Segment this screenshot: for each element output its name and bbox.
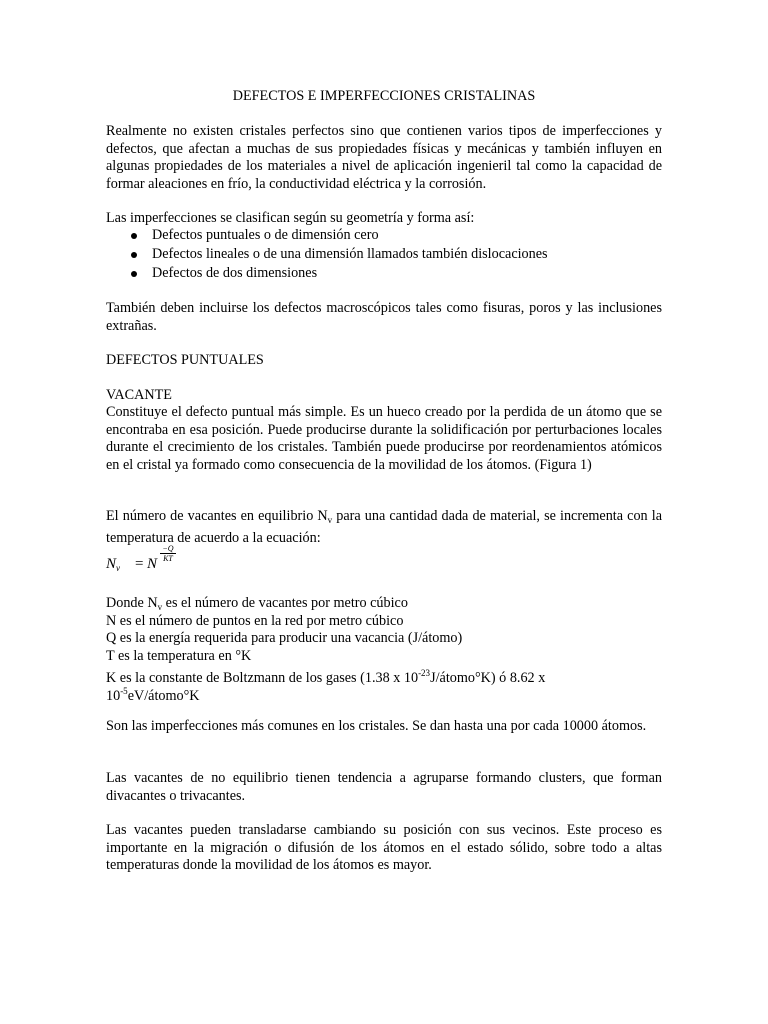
macroscopic-paragraph: También deben incluirse los defectos macroscópicos tales como fisuras, poros y las inclusiones extrañas. — [106, 300, 662, 334]
migration-paragraph: Las vacantes pueden transladarse cambiando su posición con sus vecinos. Este proceso es importante en la migración o difusión de los átomos en el estado sólido, sobre todo a altas temperaturas donde la movilidad de los átomos es mayor. — [106, 822, 662, 873]
definition-t: T es la temperatura en °K — [106, 647, 252, 664]
definitions-list — [106, 595, 662, 704]
document-title: DEFECTOS E IMPERFECCIONES CRISTALINAS — [232, 88, 536, 104]
bullet-icon — [131, 252, 137, 258]
equation-exponent: $\frac{-Q}{KT}$ — [160, 544, 176, 563]
definition-q: Q es la energía requerida para producir una vacancia (J/átomo) — [106, 630, 463, 646]
definition-n: N es el número de puntos en la red por metro cúbico — [106, 612, 404, 629]
list-item: Defectos de dos dimensiones — [130, 265, 548, 284]
section-heading: DEFECTOS PUNTUALES — [106, 352, 264, 368]
vacancy-equation — [106, 544, 226, 580]
list-item: Defectos puntuales o de dimensión cero — [130, 227, 548, 246]
equation-lhs: $N_v$ — [106, 556, 121, 573]
vacancy-heading: VACANTE — [106, 387, 172, 403]
intro-paragraph: Realmente no existen cristales perfectos sino que contienen varios tipos de imperfecciones y defectos, que afectan a muchas de sus propiedades físicas y mecánicas y también influyen en algunas propiedades de los materiales a nivel de aplicación ingenieril tal como la capacidad de formar aleaciones en frío, la conductividad eléctrica y la corrosión. — [106, 123, 662, 192]
equilibrium-paragraph: El número de vacantes en equilibrio $N_v$ para una cantidad dada de material, se incrementa con la temperatura de acuerdo a la ecuación: — [106, 508, 662, 546]
bullet-icon — [131, 233, 137, 239]
classification-list — [130, 227, 548, 284]
definition-k-cont: $10^{-5}eV/átomo^\circ K$ — [106, 685, 200, 704]
definition-nv: Donde $N_v$ es el número de vacantes por metro cúbico — [106, 595, 408, 612]
clusters-paragraph: Las vacantes de no equilibrio tienen tendencia a agruparse formando clusters, que forman divacantes o trivacantes. — [106, 770, 662, 804]
classification-lead: Las imperfecciones se clasifican según su geometría y forma así: — [106, 210, 475, 226]
equation-equals: = — [135, 556, 144, 572]
equation-base: N — [147, 556, 158, 572]
definition-k: K es la constante de Boltzmann de los gases (1.38 x $10^{-23}J/átomo^\circ K$) ó 8.62 x — [106, 668, 546, 686]
vacancy-paragraph: Constituye el defecto puntual más simple. Es un hueco creado por la perdida de un átomo que se encontraba en esa posición. Puede producirse durante la solidificación por perturbaciones locales durante el crecimiento de los cristales. También puede producirse por reordenamientos atómicos en el cristal ya formado como consecuencia de la movilidad de los átomos. (Figura 1) — [106, 404, 662, 473]
bullet-icon — [131, 271, 137, 277]
list-item: Defectos lineales o de una dimensión llamados también dislocaciones — [130, 246, 548, 265]
common-paragraph: Son las imperfecciones más comunes en los cristales. Se dan hasta una por cada 10000 átomos. — [106, 718, 647, 734]
